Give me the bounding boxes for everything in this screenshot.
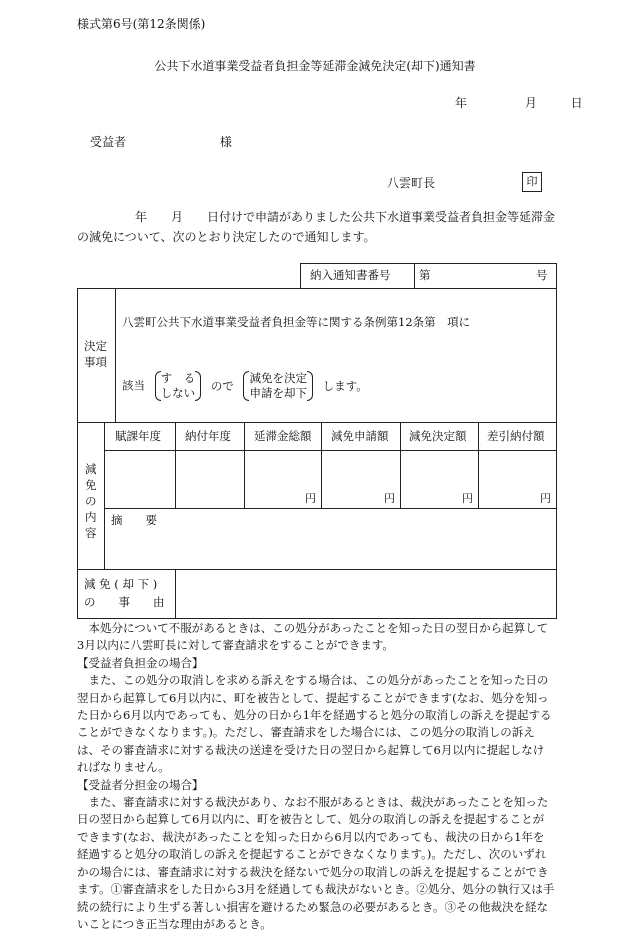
column-header-late-fee-total: 延滞金総額: [254, 429, 312, 443]
recipient-honorific: 様: [219, 135, 232, 149]
reason-label-1: 減 免 ( 却 下 ): [84, 577, 158, 591]
column-header-payment-year: 納付年度: [185, 429, 231, 443]
option-reject: 申請を却下: [249, 386, 307, 400]
notice-paragraph: また、審査請求に対する裁決があり、なお不服があるときは、裁決があったことを知った日の翌日から起算して6月以内に、町を被告として、処分の取消しの訴えを提起することができます(なお、裁決があったことを知った日から6月以内であっても、裁決の日から1年を経過すると処分の取消しの訴えを提起することができなくなります。)。ただし、次のいずれかの場合には、審査請求に対する裁決を経ないで処分の取消しの訴えを提起することができます。①審査請求をした日から3月を経過しても裁決がないとき。②処分、処分の執行又は手続の続行により生ずる著しい損害を避けるため緊急の必要があるとき。③その他裁決を経ないことにつき正当な理由があるとき。: [77, 795, 555, 931]
yen-unit: 円: [540, 492, 551, 505]
applicability-options: [155, 371, 202, 401]
issue-date: [455, 96, 583, 110]
seal-mark: 印: [522, 172, 542, 192]
result-options: [243, 371, 313, 401]
decision-label-1: 決定: [84, 339, 107, 353]
yen-unit: 円: [305, 492, 316, 505]
decision-label-2: 事項: [84, 355, 107, 369]
decision-suffix: します。: [322, 378, 368, 393]
notice-number-label: 納入通知書番号: [310, 268, 391, 282]
date-year: 年: [455, 96, 468, 110]
summary-label: 摘 要: [111, 513, 157, 527]
appeal-notice: [77, 620, 555, 933]
decision-ordinance-line: 八雲町公共下水道事業受益者負担金等に関する条例第12条第 項に: [122, 315, 471, 329]
side-char: 免: [85, 478, 97, 492]
recipient-line: [90, 135, 232, 149]
issuer-name: 八雲町長: [387, 176, 436, 190]
notice-number-suffix: 号: [536, 268, 548, 282]
side-char: の: [85, 494, 97, 508]
intro-text: [77, 207, 555, 247]
side-char: 内: [85, 510, 97, 524]
recipient-label: 受益者: [90, 135, 127, 149]
decision-prefix: 該当: [122, 378, 145, 393]
yen-unit: 円: [462, 492, 473, 505]
intro-line-1: 年 月 日付けで申請がありました公共下水道事業受益者負担金等延滞金: [135, 210, 556, 224]
document-title: 公共下水道事業受益者負担金等延滞金減免決定(却下)通知書: [154, 59, 476, 73]
reason-label-2: の 事 由: [84, 595, 165, 609]
option-not-applies: しない: [160, 386, 196, 400]
date-month: 月: [524, 96, 537, 110]
side-char: 容: [85, 526, 97, 540]
notice-number-prefix: 第: [419, 268, 431, 282]
notice-heading-burden: 【受益者負担金の場合】: [77, 655, 204, 670]
side-char: 減: [85, 462, 97, 476]
decision-middle: ので: [210, 378, 234, 393]
yen-unit: 円: [384, 492, 395, 505]
column-header-approved: 減免決定額: [409, 429, 467, 443]
option-grant: 減免を決定: [249, 371, 307, 385]
intro-line-2: の減免について、次のとおり決定したので通知します。: [77, 230, 376, 244]
notice-paragraph: また、この処分の取消しを求める訴えをする場合は、この処分があったことを知った日の翌日から起算して6月以内に、町を被告として、提起することができます(なお、処分を知った日から6月以内であっても、処分の日から1年を経過すると処分の取消しの訴えを提起することができなくなります。)。ただし、審査請求をした場合には、この処分の取消しの訴えは、その審査請求に対する裁決の送達を受けた日の翌日から起算して6月以内に提起しなければなりません。: [77, 673, 552, 775]
decision-choice-line: [122, 371, 368, 401]
form-number: 様式第6号(第12条関係): [77, 17, 206, 31]
notice-paragraph: 本処分について不服があるときは、この処分があったことを知った日の翌日から起算して3月以内に八雲町長に対して審査請求をすることができます。: [77, 621, 549, 653]
column-header-levy-year: 賦課年度: [115, 429, 161, 443]
option-applies: す る: [160, 371, 196, 385]
column-header-requested: 減免申請額: [331, 429, 389, 443]
date-day: 日: [570, 96, 583, 110]
notice-heading-share: 【受益者分担金の場合】: [77, 777, 204, 792]
column-header-net-payment: 差引納付額: [487, 429, 545, 443]
